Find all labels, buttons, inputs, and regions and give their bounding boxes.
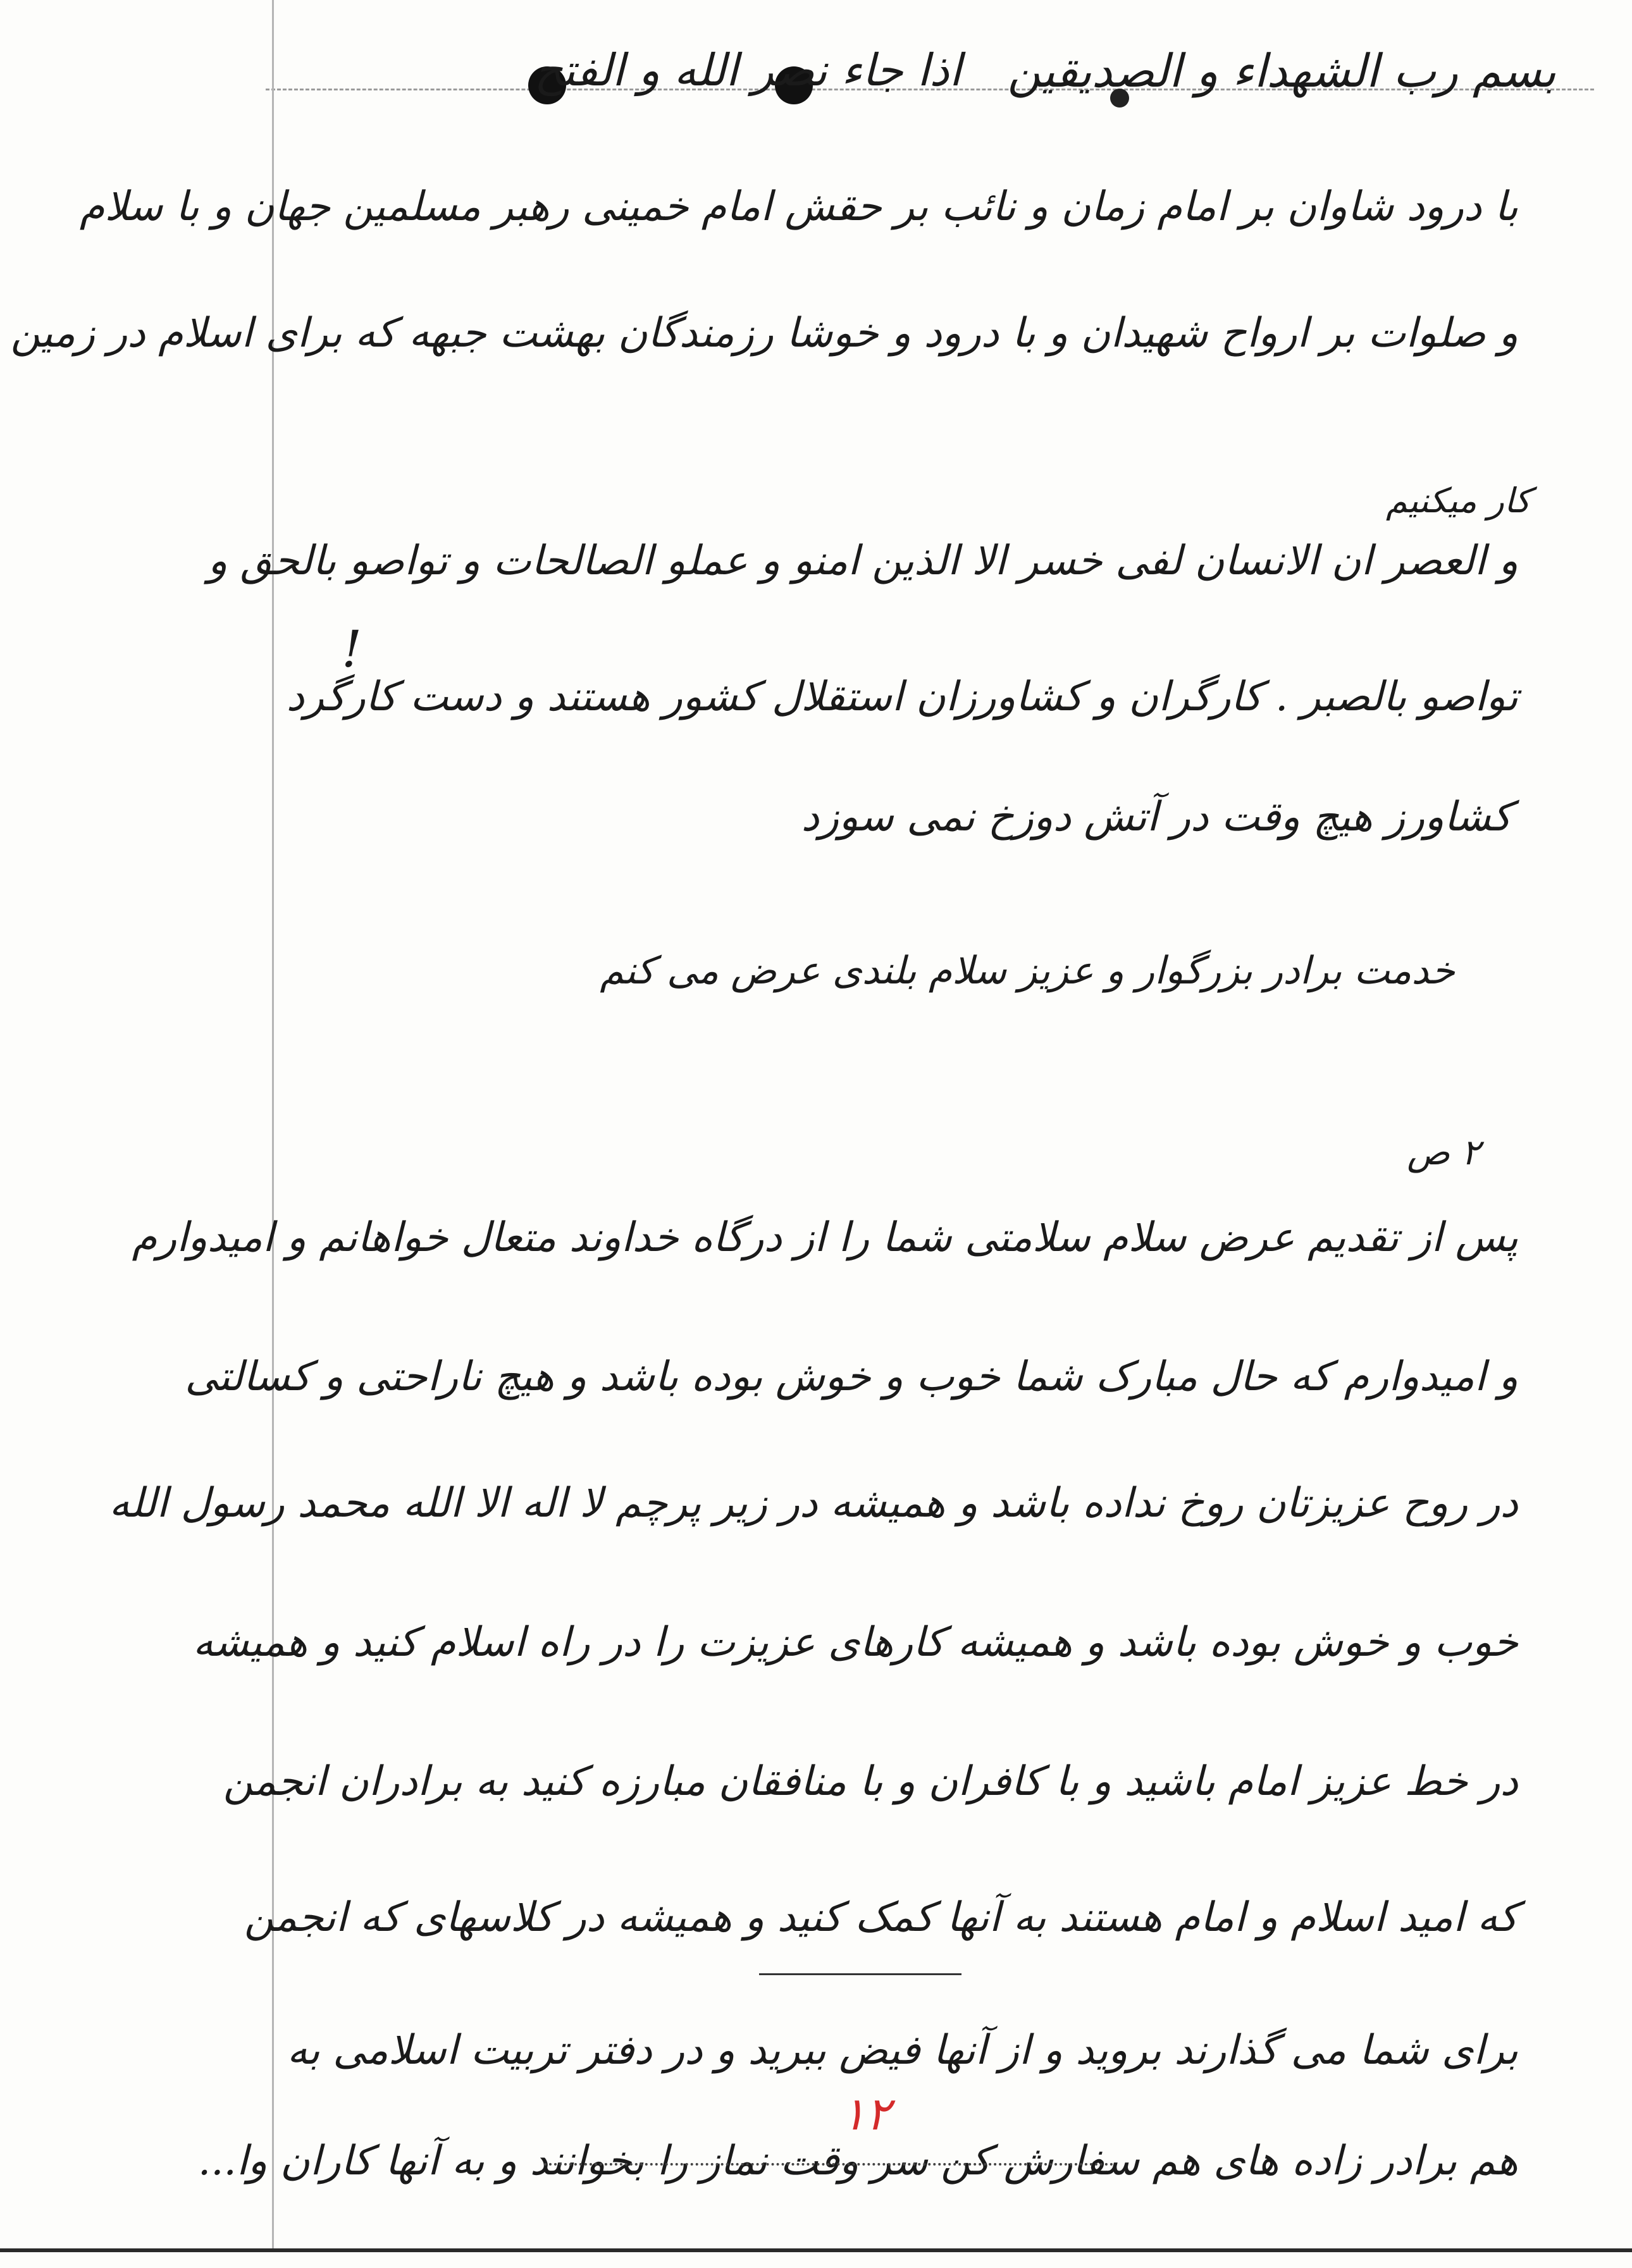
page-marker: ۲ ص xyxy=(1407,1132,1480,1173)
dotted-line xyxy=(544,2163,1113,2166)
letter-line-7: خدمت برادر بزرگوار و عزیز سلام بلندی عرض می کنم xyxy=(600,949,1455,993)
bottom-edge xyxy=(0,2248,1632,2252)
letter-line-13: در خط عزیز امام باشید و با کافران و با منافقان مبارزه کنید به برادران انجمن xyxy=(223,1758,1518,1805)
margin-mark: ! xyxy=(342,620,362,679)
letter-line-14: که امید اسلام و امام هستند به آنها کمک کنید و همیشه در کلاسهای که انجمن xyxy=(244,1894,1518,1941)
letter-line-2: و صلوات بر ارواح شهیدان و با درود و خوشا رزمندگان بهشت جبهه که برای اسلام در زمین xyxy=(10,310,1518,357)
letter-line-5: تواصو بالصبر . کارگران و کشاورزان استقلال کشور هستند و دست کارگرد xyxy=(286,674,1518,720)
letter-line-16: هم برادر زاده های هم سفارش کن سر وقت نماز را بخوانند و به آنها کاران وا... xyxy=(197,2138,1518,2185)
page-number: ۱۲ xyxy=(841,2087,891,2140)
letter-line-12: خوب و خوش بوده باشد و همیشه کارهای عزیزت را در راه اسلام کنید و همیشه xyxy=(192,1619,1518,1666)
letter-line-3: کار میکنیم xyxy=(1386,481,1531,521)
letter-line-1: با درود شاوان بر امام زمان و نائب بر حقش امام خمینی رهبر مسلمین جهان و با سلام xyxy=(79,183,1518,230)
letter-line-4: و العصر ان الانسان لفی خسر الا الذین امنو و عملو الصالحات و تواصو بالحق و xyxy=(207,538,1518,584)
header-basmala: بسم رب الشهداء و الصدیقین xyxy=(1007,44,1556,97)
header-verse: اذا جاء نصر الله و الفتح xyxy=(534,44,961,96)
letter-line-11: در روح عزیزتان روخ نداده باشد و همیشه در زیر پرچم لا اله الا الله محمد رسول الله xyxy=(109,1480,1518,1527)
letter-line-6: کشاورز هیچ وقت در آتش دوزخ نمی سوزد xyxy=(801,794,1512,841)
letter-line-9: پس از تقدیم عرض سلام سلامتی شما را از درگاه خداوند متعال خواهانم و امیدوارم xyxy=(132,1214,1518,1261)
underline xyxy=(759,1973,961,1975)
letter-line-15: برای شما می گذارند بروید و از آنها فیض ببرید و در دفتر تربیت اسلامی به xyxy=(287,2027,1518,2074)
letter-line-10: و امیدوارم که حال مبارک شما خوب و خوش بوده باشد و هیچ ناراحتی و کسالتی xyxy=(185,1353,1518,1400)
